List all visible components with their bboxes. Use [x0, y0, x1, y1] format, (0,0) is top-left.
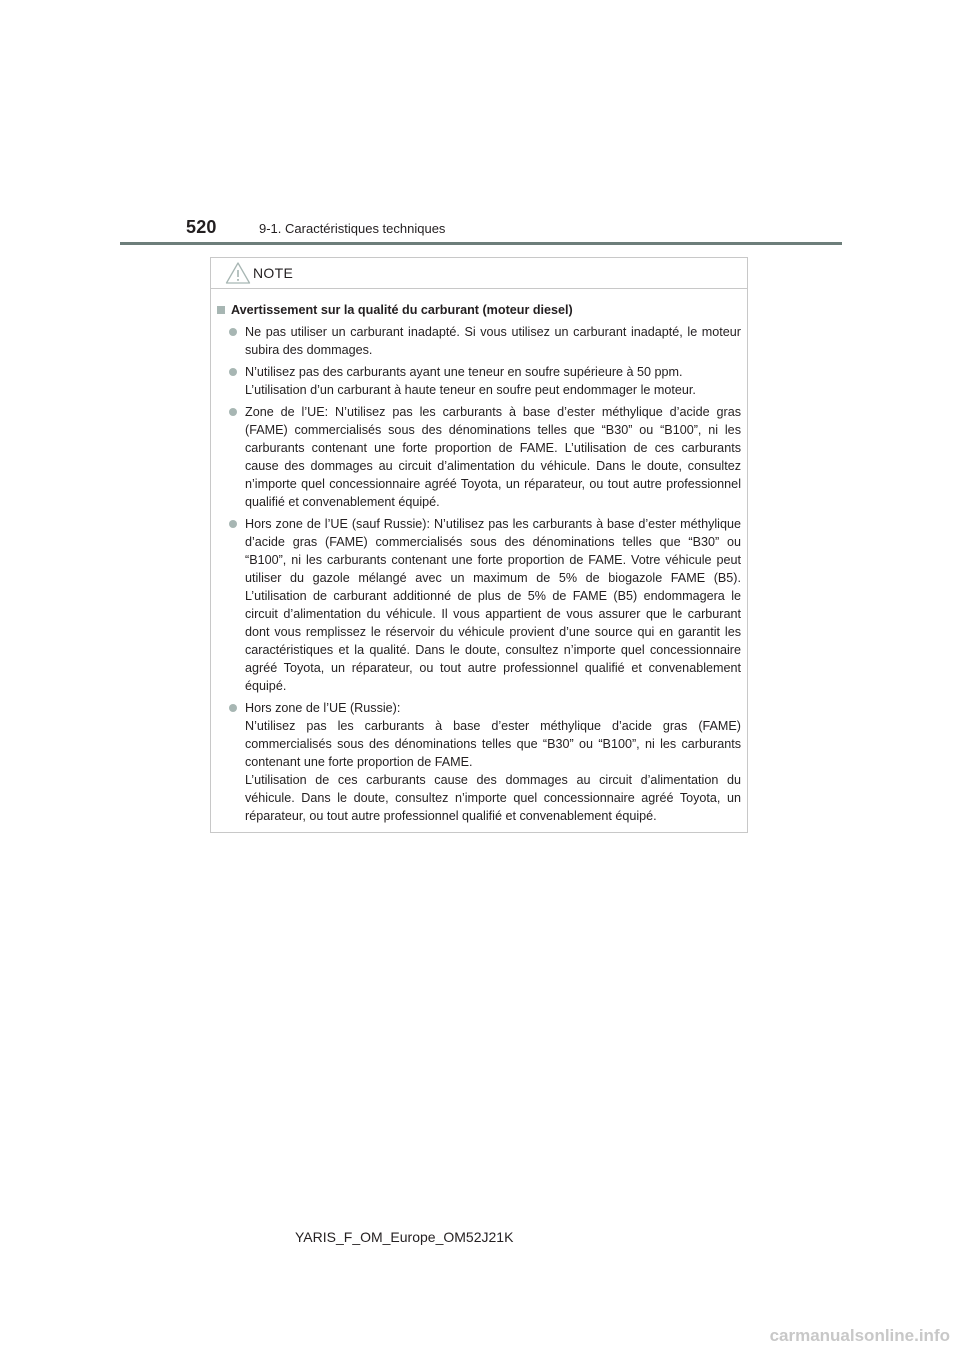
paragraph: Hors zone de l’UE (sauf Russie): N’utilisez pas les carburants à base d’ester méthylique d’acide gras (FAME) commercialisés sous des dénominations telles que “B30” ou “B100”, ni les carburants contenant une forte proportion de FAME. Votre véhicule peut utiliser du gazole mélangé avec un maximum de 5% de biogazole FAME (B5). L’utilisation de carburant additionné de plus de 5% de FAME (B5) endommagera le circuit d’alimentation du véhicule. Il vous appartient de vous assurer que le carburant dont vous remplissez le réservoir du véhicule provient d’une source qui en garantit les caractéristiques et la qualité. Dans le doute, consultez n’importe quel concessionnaire agréé Toyota, un réparateur, ou tout autre professionnel qualifié et convenablement équipé.	[245, 517, 741, 693]
document-code: YARIS_F_OM_Europe_OM52J21K	[295, 1229, 514, 1245]
note-body	[211, 289, 747, 825]
note-subheading	[217, 301, 741, 319]
page-header	[120, 214, 842, 246]
square-bullet-icon	[217, 306, 225, 314]
circle-bullet-icon	[229, 704, 237, 712]
section-title: 9-1. Caractéristiques techniques	[259, 221, 446, 236]
circle-bullet-icon	[229, 328, 237, 336]
note-box	[210, 257, 748, 833]
paragraph: Hors zone de l’UE (Russie):	[245, 701, 401, 715]
list-item-text	[245, 403, 741, 511]
watermark: carmanualsonline.info	[769, 1326, 950, 1345]
page-number: 520	[186, 217, 217, 237]
list-item	[217, 323, 741, 359]
paragraph: Ne pas utiliser un carburant inadapté. Si vous utilisez un carburant inadapté, le moteur subira des dommages.	[245, 325, 741, 357]
list-item	[217, 363, 741, 399]
circle-bullet-icon	[229, 408, 237, 416]
note-heading-text: Avertissement sur la qualité du carburant (moteur diesel)	[231, 303, 573, 317]
paragraph: N’utilisez pas des carburants ayant une teneur en soufre supérieure à 50 ppm.	[245, 365, 683, 379]
circle-bullet-icon	[229, 520, 237, 528]
note-header	[211, 258, 747, 289]
list-item-text	[245, 323, 741, 359]
list-item-text	[245, 699, 741, 825]
list-item	[217, 515, 741, 695]
paragraph: L’utilisation d’un carburant à haute teneur en soufre peut endommager le moteur.	[245, 383, 696, 397]
header-rule	[120, 242, 842, 245]
list-item	[217, 403, 741, 511]
circle-bullet-icon	[229, 368, 237, 376]
warning-triangle-icon	[225, 261, 251, 285]
paragraph: N’utilisez pas les carburants à base d’ester méthylique d’acide gras (FAME) commercialisés sous des dénominations telles que “B30” ou “B100”, ni les carburants contenant une forte proportion de FAME.	[245, 719, 741, 769]
list-item	[217, 699, 741, 825]
paragraph: L’utilisation de ces carburants cause des dommages au circuit d’alimentation du véhicule. Dans le doute, consultez n’importe quel concessionnaire agréé Toyota, un réparateur, ou tout autre professionnel qualifié et convenablement équipé.	[245, 773, 741, 823]
paragraph: Zone de l’UE: N’utilisez pas les carburants à base d’ester méthylique d’acide gras (FAME) commercialisés sous des dénominations telles que “B30” ou “B100”, ni les carburants contenant une forte proportion de FAME. L’utilisation de ces carburants cause des dommages au circuit d’alimentation du véhicule. Dans le doute, consultez n’importe quel concessionnaire agréé Toyota, un réparateur, ou tout autre professionnel qualifié et convenablement équipé.	[245, 405, 741, 509]
list-item-text	[245, 515, 741, 695]
list-item-text	[245, 363, 741, 399]
note-label: NOTE	[253, 265, 294, 281]
